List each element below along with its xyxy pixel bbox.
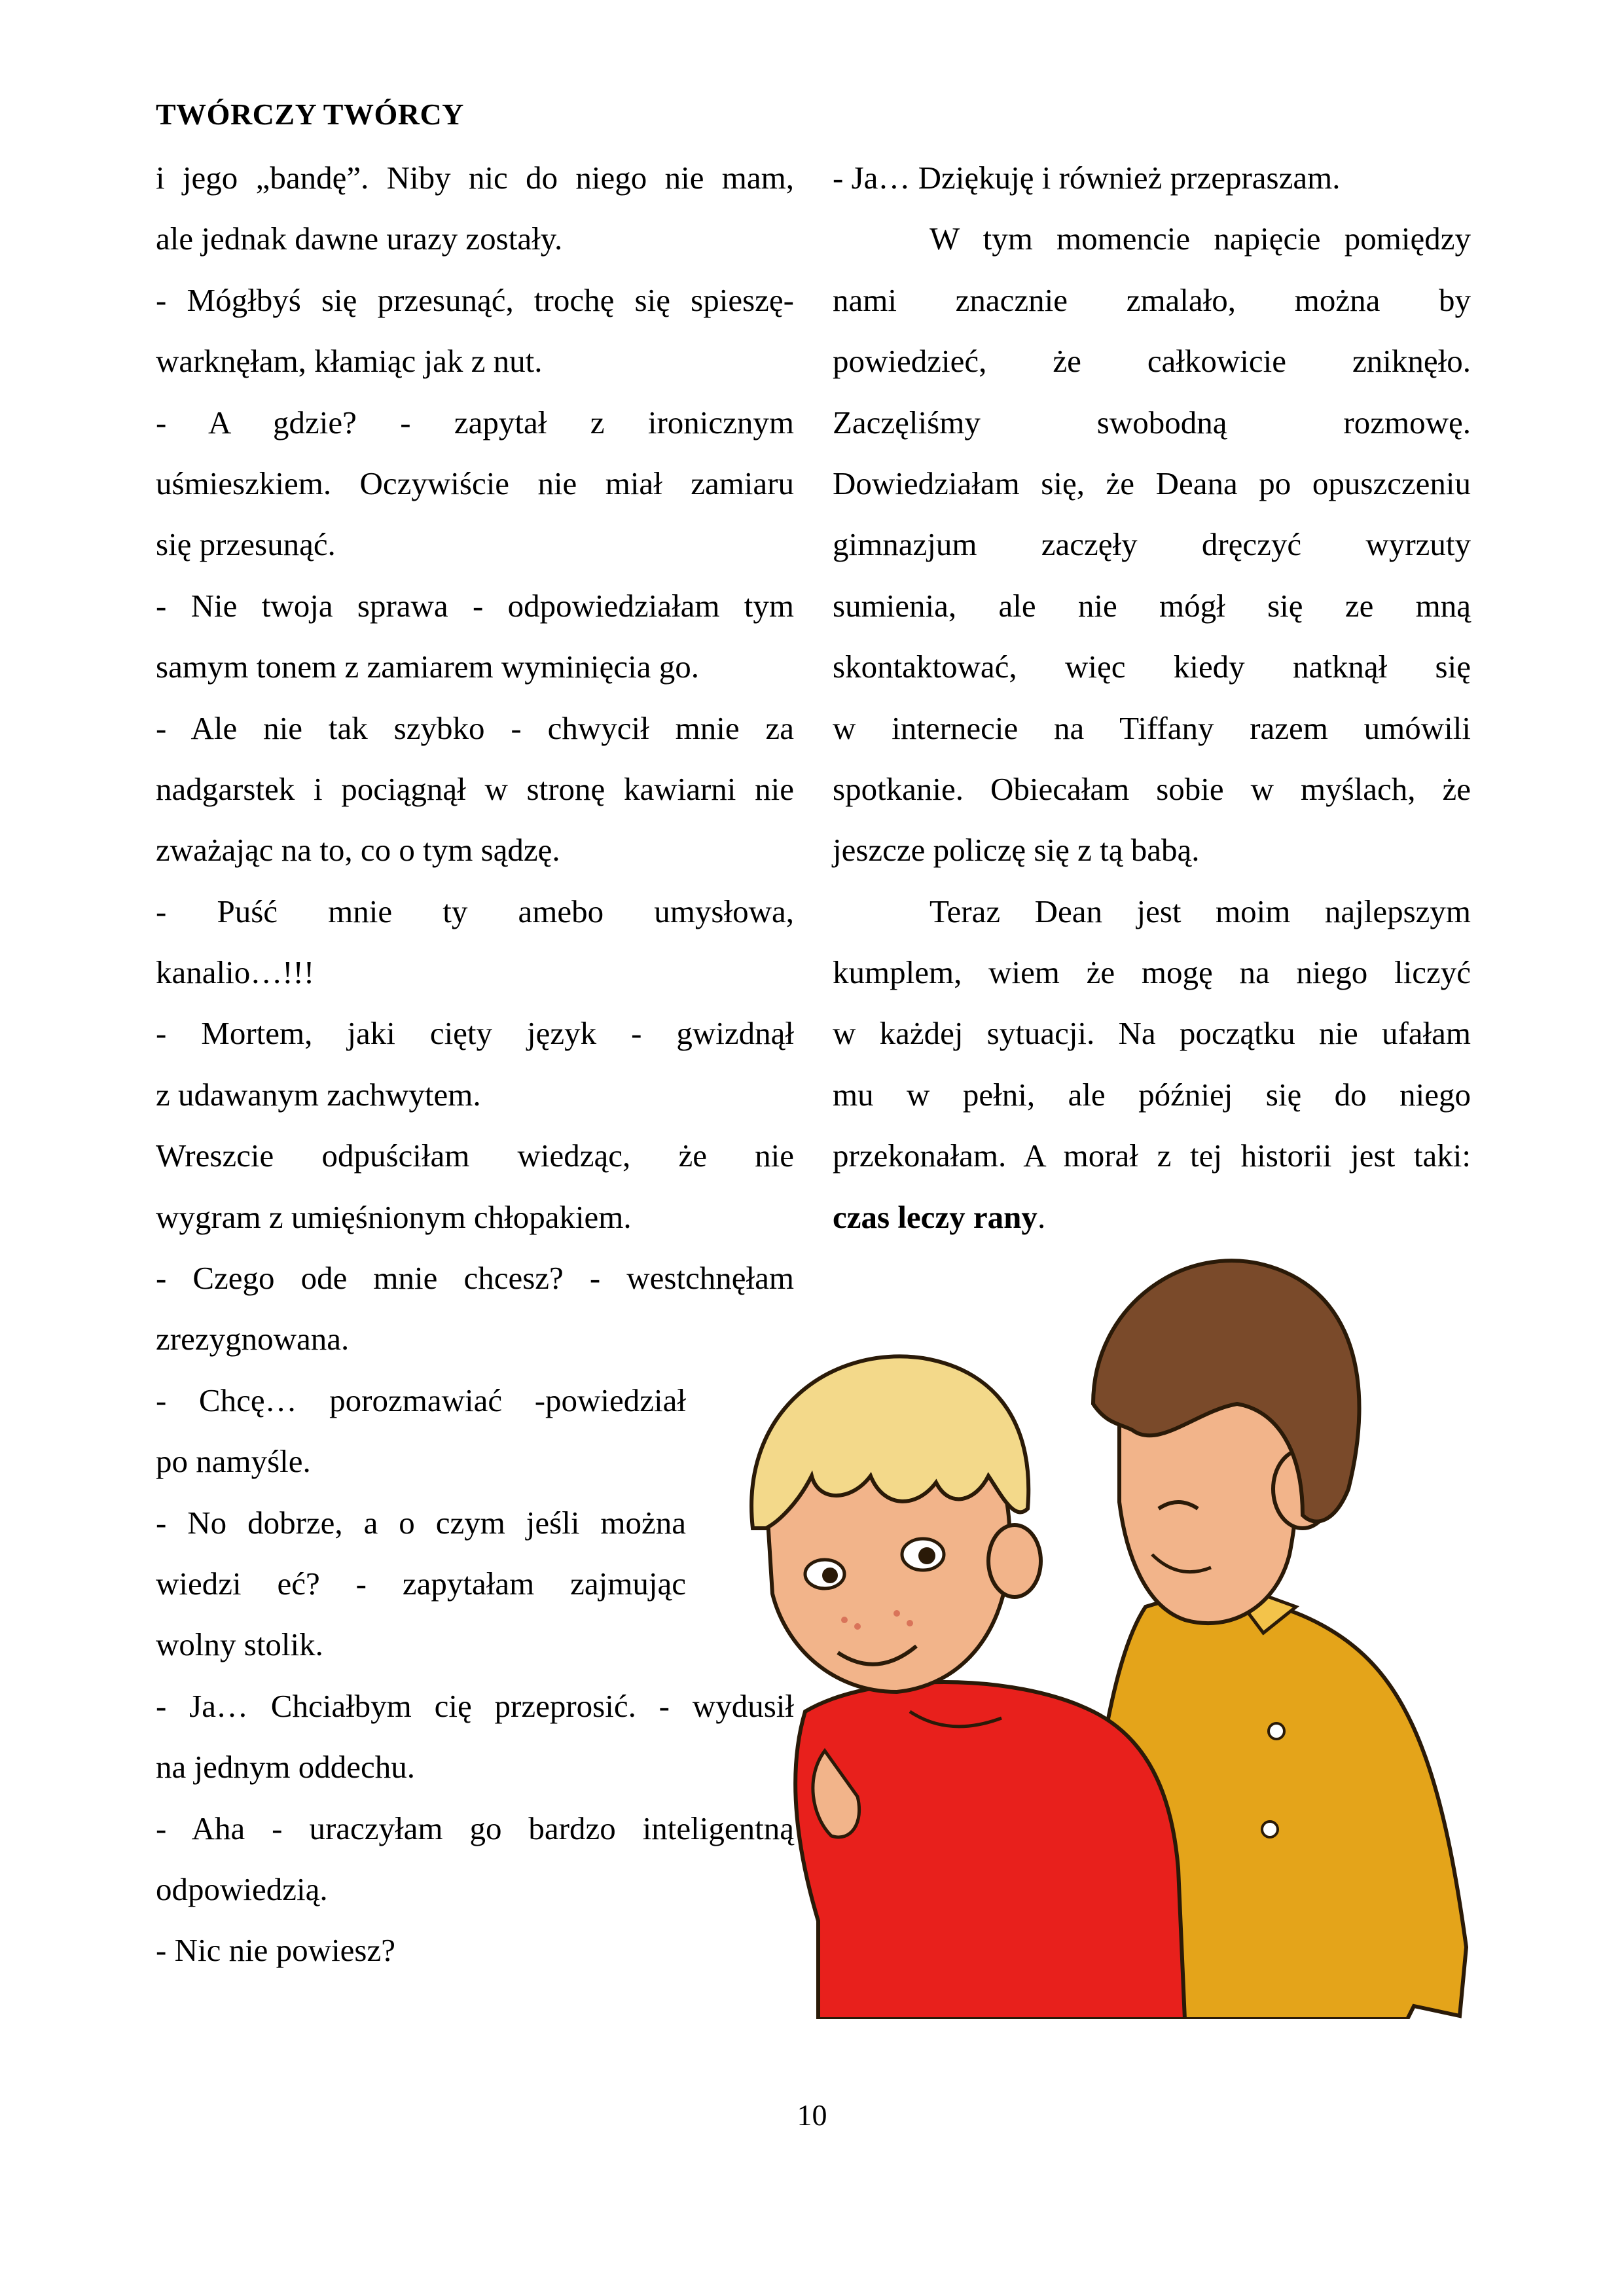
text-line: sumienia, ale nie mógł się ze mną — [833, 587, 1471, 624]
text-line: jeszcze policzę się z tą babą. — [833, 832, 1200, 869]
text-line: zważając na to, co o tym sądzę. — [156, 832, 560, 869]
text-line: - Ale nie tak szybko - chwycił mnie za — [156, 709, 794, 746]
text-line: - Mógłbyś się przesunąć, trochę się spieszę- — [156, 281, 794, 318]
text-line: - No dobrze, a o czym jeśli można — [156, 1504, 686, 1541]
text-line: w internecie na Tiffany razem umówili — [833, 709, 1471, 746]
red-shirt — [795, 1682, 1185, 2019]
text-line: spotkanie. Obiecałam sobie w myślach, że — [833, 770, 1471, 807]
text-line: skontaktować, więc kiedy natknął się — [833, 649, 1471, 685]
text-line: gimnazjum zaczęły dręczyć wyrzuty — [833, 526, 1471, 563]
paragraph-start-line: Teraz Dean jest moim najlepszym — [929, 893, 1471, 929]
moral-end-punctuation: . — [1037, 1198, 1046, 1235]
section-title: TWÓRCZY TWÓRCY — [156, 98, 464, 131]
text-line: kumplem, wiem że mogę na niego liczyć — [833, 954, 1471, 991]
text-line: mu w pełni, ale później się do niego — [833, 1076, 1471, 1113]
text-line: kanalio…!!! — [156, 954, 315, 991]
text-line: uśmieszkiem. Oczywiście nie miał zamiaru — [156, 465, 794, 501]
text-line: - Puść mnie ty amebo umysłowa, — [156, 893, 794, 929]
right-column — [833, 147, 1471, 1247]
text-line: z udawanym zachwytem. — [156, 1076, 481, 1113]
text-line: - Czego ode mnie chcesz? - westchnęłam — [156, 1260, 794, 1297]
text-line: samym tonem z zamiarem wyminięcia go. — [156, 649, 700, 685]
two-boys-illustration — [727, 1214, 1479, 2019]
text-line: w każdej sytuacji. Na początku nie ufałam — [833, 1015, 1471, 1052]
text-line: warknęłam, kłamiąc jak z nut. — [156, 343, 543, 380]
page-number: 10 — [797, 2098, 827, 2132]
text-line: - Aha - uraczyłam go bardzo inteligentną — [156, 1810, 794, 1846]
text-line: zrezygnowana. — [156, 1321, 350, 1357]
text-line: - Ja… Chciałbym cię przeprosić. - wydusił — [156, 1687, 794, 1724]
text-line: - A gdzie? - zapytał z ironicznym — [156, 404, 794, 440]
text-line: nami znacznie zmalało, można by — [833, 281, 1471, 318]
text-line: - Mortem, jaki cięty język - gwizdnął — [156, 1015, 794, 1052]
moral-bold-text: czas leczy rany — [833, 1198, 1038, 1235]
text-line: Wreszcie odpuściłam wiedząc, że nie — [156, 1138, 794, 1174]
text-line: - Nie twoja sprawa - odpowiedziałam tym — [156, 587, 794, 624]
text-line: na jednym oddechu. — [156, 1749, 415, 1785]
text-line: wygram z umięśnionym chłopakiem. — [156, 1198, 632, 1235]
text-line: - Chcę… porozmawiać -powiedział — [156, 1382, 686, 1418]
text-line: Dowiedziałam się, że Deana po opuszczeniu — [833, 465, 1471, 501]
text-line: nadgarstek i pociągnął w stronę kawiarni nie — [156, 770, 794, 807]
text-line: i jego „bandę”. Niby nic do niego nie mam, — [156, 160, 794, 196]
text-line: - Ja… Dziękuję i również przepraszam. — [833, 160, 1341, 196]
text-line: - Nic nie powiesz? — [156, 1932, 395, 1969]
text-line: wolny stolik. — [156, 1626, 323, 1663]
text-line: po namyśle. — [156, 1443, 311, 1480]
text-line: wiedzi eć? - zapytałam zajmując — [156, 1565, 686, 1602]
text-line: powiedzieć, że całkowicie zniknęło. — [833, 343, 1471, 380]
text-line: odpowiedzią. — [156, 1871, 328, 1907]
text-line: przekonałam. A morał z tej historii jest taki: — [833, 1138, 1471, 1174]
left-column — [156, 147, 794, 1981]
text-line: Zaczęliśmy swobodną rozmowę. — [833, 404, 1471, 440]
text-line: się przesunąć. — [156, 526, 336, 563]
text-line: ale jednak dawne urazy zostały. — [156, 221, 563, 257]
paragraph-start-line: W tym momencie napięcie pomiędzy — [929, 221, 1471, 257]
